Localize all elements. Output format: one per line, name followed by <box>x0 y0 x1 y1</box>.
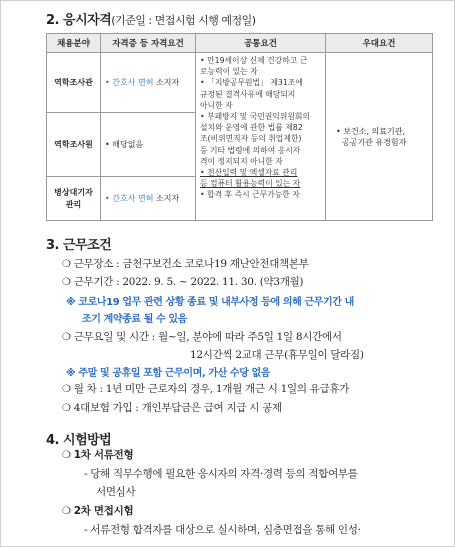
common-requirements-cell: • 만19세이상 신체 건강하고 근 로능력이 있는 자 • 「지방공무원법」 제31조에 규정된 결격사유에 해당되지 아니한 자 • 부패방지 및 국민권익위원회의 설치와 운영에 관한 법률 제82 조(비위면직자 등의 취업제한) 등 기타 법령에 의하여 응시자 격이 정지되지 아니한 자 • 전산입력 및 엑셀자료 관리 등 컴퓨터 활용능력이 있는 자 • 합격 후 즉시 근무가능한 자 <box>196 53 326 221</box>
period-note: ※ 코로나19 업무 관련 상황 종료 및 내부사정 등에 의해 근무기간 내 <box>66 297 354 308</box>
work-period-item: ❍ 근무기간 : 2022. 9. 5. ~ 2022. 11. 30. (약3개월) <box>62 276 304 288</box>
section-2-title: 2. 응시자격 <box>46 13 112 28</box>
qualification-cell: • 간호사 면허 소지자 <box>101 177 196 221</box>
field-cell: 병상대기자 관리 <box>47 177 101 221</box>
document-screening-item: ❍ 1차 서류전형 <box>62 449 134 461</box>
header-common: 공통요건 <box>196 34 326 53</box>
work-hours-item: ❍ 근무요일 및 시간 : 월~일, 분야에 따라 주5일 1일 8시간에서 <box>62 331 342 343</box>
document-screening-desc-continued: 서면심사 <box>96 486 136 498</box>
header-preferred: 우대요건 <box>326 34 433 53</box>
section-4-title: 4. 시험방법 <box>46 433 112 448</box>
section-2-heading <box>46 9 256 28</box>
eligibility-table <box>46 33 433 221</box>
work-location-item: ❍ 근무장소 : 금천구보건소 코로나19 재난안전대책본부 <box>62 258 309 270</box>
qualification-cell: • 간호사 면허 소지자 <box>101 53 196 113</box>
section-2-subtitle: (기준일 : 면접시험 시행 예정일) <box>111 14 256 27</box>
field-cell: 역학조사원 <box>47 113 101 177</box>
preferred-requirements-cell: • 보건소, 의료기관, 공공기관 유경험자 <box>326 53 433 221</box>
table-header-row <box>47 34 433 53</box>
header-field: 채용분야 <box>47 34 101 53</box>
interview-item: ❍ 2차 면접시험 <box>62 505 134 517</box>
monthly-leave-item: ❍ 월 차 : 1년 미만 근로자의 경우, 1개월 개근 시 1일의 유급휴가 <box>62 383 350 395</box>
field-cell: 역학조사관 <box>47 53 101 113</box>
section-3-title: 3. 근무조건 <box>46 238 112 253</box>
period-note-continued: 조기 계약종료 될 수 있음 <box>82 314 187 325</box>
qualification-cell: • 해당없음 <box>101 113 196 177</box>
table-row <box>47 53 433 113</box>
weekend-note: ※ 주말 및 공휴일 포함 근무이며, 가산 수당 없음 <box>66 368 271 379</box>
interview-desc: - 서류전형 합격자를 대상으로 실시하며, 심층면접을 통해 인성· <box>84 524 361 536</box>
header-qualification: 자격증 등 자격요건 <box>101 34 196 53</box>
insurance-item: ❍ 4대보험 가입 : 개인부담금은 급여 지급 시 공제 <box>62 402 282 414</box>
work-hours-continued: 12시간씩 2교대 근무(휴무일이 달라짐) <box>190 349 364 361</box>
document-screening-desc: - 당해 직무수행에 필요한 응시자의 자격·경력 등의 적합여부를 <box>84 468 358 480</box>
